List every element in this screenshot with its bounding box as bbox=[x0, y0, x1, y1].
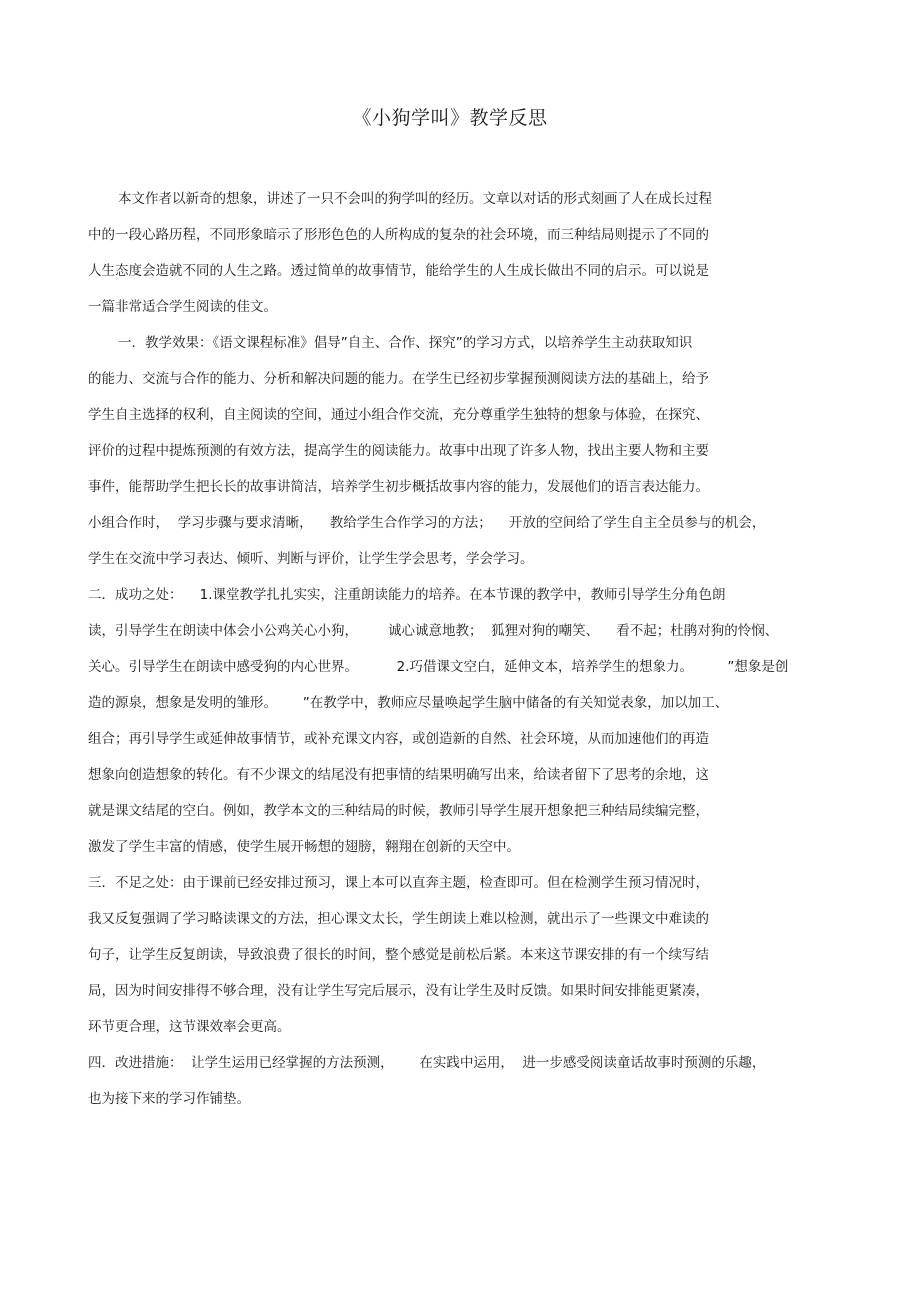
paragraph-line: 的能力、交流与合作的能力、分析和解决问题的能力。在学生已经初步掌握预测阅读方法的基础上，给予 bbox=[88, 371, 709, 387]
paragraph-line: 组合；再引导学生或延伸故事情节，或补充课文内容，或创造新的自然、社会环境，从而加速他们的再造 bbox=[88, 731, 709, 747]
paragraph-line: 二．成功之处： 1.课堂教学扎扎实实，注重朗读能力的培养。在本节课的教学中，教师引导学生分角色朗 bbox=[88, 587, 726, 603]
paragraph-line: 句子，让学生反复朗读，导致浪费了很长的时间，整个感觉是前松后紧。本来这节课安排的有一个续写结 bbox=[88, 947, 709, 963]
paragraph-line: 读，引导学生在朗读中体会小公鸡关心小狗， 诚心诚意地教； 狐狸对狗的嘲笑、 看不起；杜鹃对狗的怜悯、 bbox=[88, 623, 779, 639]
paragraph-line: 事件，能帮助学生把长长的故事讲简洁，培养学生初步概括故事内容的能力，发展他们的语言表达能力。 bbox=[88, 479, 709, 495]
paragraph-line: 也为接下来的学习作铺垫。 bbox=[88, 1091, 250, 1107]
paragraph-line: 一．教学效果：《语文课程标准》倡导”自主、合作、探究”的学习方式，以培养学生主动获取知识 bbox=[118, 335, 693, 351]
paragraph-line: 就是课文结尾的空白。例如，教学本文的三种结局的时候，教师引导学生展开想象把三种结局续编完整， bbox=[88, 803, 709, 819]
paragraph-line: 三．不足之处：由于课前已经安排过预习，课上本可以直奔主题，检查即可。但在检测学生预习情况时， bbox=[88, 875, 709, 891]
paragraph-line: 激发了学生丰富的情感，使学生展开畅想的翅膀，翱翔在创新的天空中。 bbox=[88, 839, 520, 855]
paragraph-line: 本文作者以新奇的想象，讲述了一只不会叫的狗学叫的经历。文章以对话的形式刻画了人在成长过程 bbox=[118, 191, 712, 207]
paragraph-line: 人生态度会造就不同的人生之路。透过简单的故事情节，能给学生的人生成长做出不同的启示。可以说是 bbox=[88, 263, 709, 279]
paragraph-line: 造的源泉，想象是发明的雏形。 ”在教学中，教师应尽量唤起学生脑中储备的有关知觉表象，加以加工、 bbox=[88, 695, 729, 711]
paragraph-line: 四．改进措施： 让学生运用已经掌握的方法预测， 在实践中运用， 进一步感受阅读童话故事时预测的乐趣， bbox=[88, 1055, 766, 1071]
paragraph-line: 环节更合理，这节课效率会更高。 bbox=[88, 1019, 291, 1035]
paragraph-line: 学生自主选择的权利，自主阅读的空间，通过小组合作交流，充分尊重学生独特的想象与体验，在探究、 bbox=[88, 407, 709, 423]
paragraph-line: 小组合作时， 学习步骤与要求清晰， 教给学生合作学习的方法； 开放的空间给了学生自主全员参与的机会， bbox=[88, 515, 766, 531]
document-title: 《小狗学叫》教学反思 bbox=[352, 107, 548, 129]
paragraph-line: 局，因为时间安排得不够合理，没有让学生写完后展示，没有让学生及时反馈。如果时间安排能更紧凑， bbox=[88, 983, 709, 999]
paragraph-line: 中的一段心路历程，不同形象暗示了形形色色的人所构成的复杂的社会环境，而三种结局则提示了不同的 bbox=[88, 227, 709, 243]
paragraph-line: 想象向创造想象的转化。有不少课文的结尾没有把事情的结果明确写出来，给读者留下了思考的余地，这 bbox=[88, 767, 709, 783]
paragraph-line: 评价的过程中提炼预测的有效方法，提高学生的阅读能力。故事中出现了许多人物，找出主要人物和主要 bbox=[88, 443, 709, 459]
paragraph-line: 学生在交流中学习表达、倾听、判断与评价，让学生学会思考，学会学习。 bbox=[88, 551, 534, 567]
paragraph-line: 一篇非常适合学生阅读的佳文。 bbox=[88, 299, 277, 315]
paragraph-line: 我又反复强调了学习略读课文的方法，担心课文太长，学生朗读上难以检测，就出示了一些课文中难读的 bbox=[88, 911, 709, 927]
paragraph-line: 关心。引导学生在朗读中感受狗的内心世界。 2.巧借课文空白，延伸文本，培养学生的想象力。 ”想象是创 bbox=[88, 659, 789, 675]
